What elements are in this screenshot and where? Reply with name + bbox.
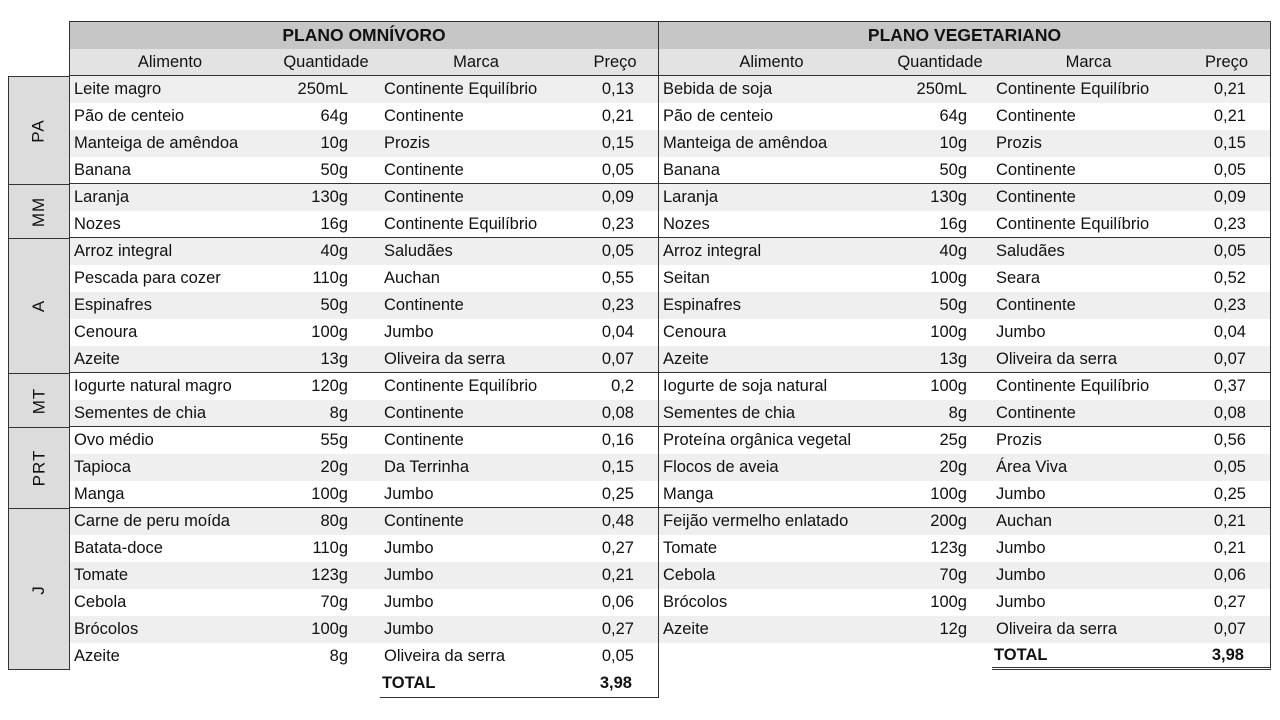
cell-price: 0,13 xyxy=(601,80,634,98)
meal-group-label-text: MT xyxy=(28,387,48,414)
cell-quantity: 20g xyxy=(320,458,348,476)
cell-food: Seitan xyxy=(663,269,710,287)
table-row xyxy=(70,589,658,616)
cell-quantity: 8g xyxy=(329,647,348,665)
omnivore-header-quantity: Quantidade xyxy=(283,52,369,71)
omnivore-total-value: 3,98 xyxy=(599,674,632,692)
meal-group-label xyxy=(9,374,69,428)
vegetarian-total-row xyxy=(992,643,1271,670)
cell-food: Nozes xyxy=(74,215,121,233)
table-row xyxy=(659,103,1270,130)
cell-food: Cenoura xyxy=(74,323,138,341)
group-divider xyxy=(659,372,1270,373)
cell-price: 0,07 xyxy=(1213,350,1246,368)
cell-brand: Prozis xyxy=(996,431,1042,449)
cell-price: 0,05 xyxy=(601,161,634,179)
cell-price: 0,05 xyxy=(601,242,634,260)
cell-brand: Jumbo xyxy=(384,593,434,611)
cell-quantity: 50g xyxy=(939,296,967,314)
cell-brand: Auchan xyxy=(996,512,1052,530)
cell-quantity: 70g xyxy=(939,566,967,584)
cell-quantity: 123g xyxy=(930,539,967,557)
table-row xyxy=(70,508,658,535)
table-row xyxy=(70,427,658,454)
cell-quantity: 100g xyxy=(930,485,967,503)
cell-quantity: 25g xyxy=(939,431,967,449)
table-row xyxy=(659,562,1270,589)
cell-price: 0,04 xyxy=(601,323,634,341)
cell-brand: Continente Equilíbrio xyxy=(384,377,538,395)
omnivore-header-price: Preço xyxy=(593,52,637,71)
cell-price: 0,52 xyxy=(1213,269,1246,287)
cell-price: 0,15 xyxy=(1213,134,1246,152)
cell-food: Sementes de chia xyxy=(74,404,207,422)
vegetarian-header-quantity: Quantidade xyxy=(897,52,983,71)
table-row xyxy=(659,373,1270,400)
table-row xyxy=(70,157,658,184)
cell-quantity: 16g xyxy=(939,215,967,233)
cell-brand: Continente xyxy=(384,296,464,314)
cell-brand: Jumbo xyxy=(384,620,434,638)
cell-brand: Continente xyxy=(384,512,464,530)
table-row xyxy=(70,130,658,157)
cell-food: Tomate xyxy=(663,539,718,557)
cell-brand: Continente Equilíbrio xyxy=(384,80,538,98)
omnivore-header-food: Alimento xyxy=(137,52,203,71)
vegetarian-title-text: PLANO VEGETARIANO xyxy=(867,25,1062,45)
cell-brand: Oliveira da serra xyxy=(996,350,1118,368)
cell-quantity: 200g xyxy=(930,512,967,530)
cell-price: 0,06 xyxy=(601,593,634,611)
cell-food: Nozes xyxy=(663,215,710,233)
cell-quantity: 8g xyxy=(948,404,967,422)
cell-food: Tapioca xyxy=(74,458,131,476)
cell-price: 0,25 xyxy=(601,485,634,503)
vegetarian-total-label: TOTAL xyxy=(994,645,1048,664)
cell-price: 0,55 xyxy=(601,269,634,287)
group-divider xyxy=(659,183,1270,184)
cell-food: Espinafres xyxy=(663,296,741,314)
cell-price: 0,21 xyxy=(601,566,634,584)
table-row xyxy=(659,346,1270,373)
cell-food: Laranja xyxy=(74,188,130,206)
group-divider xyxy=(659,507,1270,508)
meal-group-label-text: PRT xyxy=(28,449,48,487)
cell-brand: Continente xyxy=(384,161,464,179)
cell-brand: Jumbo xyxy=(996,485,1046,503)
cell-price: 0,25 xyxy=(1213,485,1246,503)
cell-food: Cebola xyxy=(663,566,716,584)
meal-group-label-column xyxy=(8,76,70,670)
group-divider xyxy=(659,426,1270,427)
cell-brand: Continente Equilíbrio xyxy=(996,80,1150,98)
cell-quantity: 55g xyxy=(320,431,348,449)
omnivore-table-body xyxy=(69,76,659,670)
cell-price: 0,56 xyxy=(1213,431,1246,449)
cell-food: Cebola xyxy=(74,593,127,611)
cell-price: 0,05 xyxy=(1213,458,1246,476)
cell-brand: Oliveira da serra xyxy=(996,620,1118,638)
cell-food: Banana xyxy=(74,161,131,179)
meal-group-label-text: J xyxy=(29,585,48,595)
table-row xyxy=(659,535,1270,562)
cell-brand: Continente Equilíbrio xyxy=(384,215,538,233)
cell-brand: Jumbo xyxy=(384,323,434,341)
table-row xyxy=(70,562,658,589)
cell-food: Manteiga de amêndoa xyxy=(74,134,239,152)
cell-quantity: 100g xyxy=(930,377,967,395)
cell-price: 0,23 xyxy=(1213,296,1246,314)
cell-food: Cenoura xyxy=(663,323,727,341)
cell-price: 0,27 xyxy=(1213,593,1246,611)
table-row xyxy=(70,481,658,508)
group-divider xyxy=(70,507,658,508)
cell-brand: Jumbo xyxy=(384,485,434,503)
cell-brand: Continente Equilíbrio xyxy=(996,377,1150,395)
table-row xyxy=(659,76,1270,103)
cell-quantity: 50g xyxy=(320,161,348,179)
cell-brand: Continente xyxy=(996,161,1076,179)
cell-brand: Continente xyxy=(996,107,1076,125)
cell-brand: Continente xyxy=(384,107,464,125)
cell-brand: Continente xyxy=(384,431,464,449)
table-row xyxy=(70,238,658,265)
table-row xyxy=(659,292,1270,319)
table-row xyxy=(70,319,658,346)
cell-food: Arroz integral xyxy=(663,242,762,260)
meal-group-label xyxy=(9,185,69,239)
table-row xyxy=(659,454,1270,481)
cell-quantity: 130g xyxy=(311,188,348,206)
table-row xyxy=(70,346,658,373)
cell-price: 0,15 xyxy=(601,458,634,476)
table-row xyxy=(70,211,658,238)
cell-food: Azeite xyxy=(74,350,120,368)
cell-food: Tomate xyxy=(74,566,129,584)
cell-price: 0,21 xyxy=(1213,80,1246,98)
cell-quantity: 120g xyxy=(311,377,348,395)
cell-food: Iogurte natural magro xyxy=(74,377,232,395)
cell-quantity: 50g xyxy=(939,161,967,179)
meal-group-label-text: A xyxy=(29,299,48,313)
cell-price: 0,2 xyxy=(611,377,634,395)
vegetarian-plan-title xyxy=(658,21,1271,50)
cell-food: Proteína orgânica vegetal xyxy=(663,431,852,449)
omnivore-total-row xyxy=(380,670,659,698)
table-row xyxy=(70,103,658,130)
vegetarian-header-row xyxy=(658,49,1271,76)
table-row xyxy=(659,319,1270,346)
meal-group-label xyxy=(9,428,69,509)
meal-group-label xyxy=(9,509,69,671)
cell-brand: Continente Equilíbrio xyxy=(996,215,1150,233)
cell-brand: Prozis xyxy=(384,134,430,152)
table-row xyxy=(70,616,658,643)
cell-brand: Continente xyxy=(996,404,1076,422)
cell-food: Flocos de aveia xyxy=(663,458,779,476)
cell-quantity: 130g xyxy=(930,188,967,206)
table-row xyxy=(70,184,658,211)
cell-price: 0,15 xyxy=(601,134,634,152)
omnivore-header-row xyxy=(69,49,659,76)
cell-brand: Auchan xyxy=(384,269,440,287)
cell-price: 0,04 xyxy=(1213,323,1246,341)
cell-price: 0,21 xyxy=(601,107,634,125)
cell-food: Arroz integral xyxy=(74,242,173,260)
cell-quantity: 80g xyxy=(320,512,348,530)
cell-quantity: 110g xyxy=(312,539,348,557)
cell-food: Ovo médio xyxy=(74,431,154,449)
cell-food: Bebida de soja xyxy=(663,80,773,98)
cell-brand: Jumbo xyxy=(996,539,1046,557)
cell-food: Manga xyxy=(663,485,714,503)
cell-quantity: 50g xyxy=(320,296,348,314)
cell-food: Iogurte de soja natural xyxy=(663,377,828,395)
cell-quantity: 123g xyxy=(311,566,348,584)
cell-brand: Da Terrinha xyxy=(384,458,469,476)
table-row xyxy=(70,643,658,670)
cell-brand: Jumbo xyxy=(996,593,1046,611)
table-row xyxy=(70,292,658,319)
meal-group-label xyxy=(9,77,69,185)
cell-food: Feijão vermelho enlatado xyxy=(663,512,849,530)
vegetarian-total-value: 3,98 xyxy=(1211,645,1244,664)
group-divider xyxy=(70,183,658,184)
cell-brand: Jumbo xyxy=(384,566,434,584)
meal-group-label-text: MM xyxy=(28,196,48,227)
cell-food: Manteiga de amêndoa xyxy=(663,134,828,152)
cell-quantity: 8g xyxy=(329,404,348,422)
cell-brand: Oliveira da serra xyxy=(384,647,506,665)
table-row xyxy=(659,265,1270,292)
cell-quantity: 100g xyxy=(930,323,967,341)
omnivore-title-text: PLANO OMNÍVORO xyxy=(282,25,446,45)
cell-quantity: 110g xyxy=(312,269,348,287)
cell-brand: Saludães xyxy=(996,242,1065,260)
cell-price: 0,09 xyxy=(601,188,634,206)
group-divider xyxy=(70,426,658,427)
cell-food: Laranja xyxy=(663,188,719,206)
cell-food: Azeite xyxy=(663,350,709,368)
cell-quantity: 250mL xyxy=(916,80,967,98)
vegetarian-header-price: Preço xyxy=(1204,52,1249,71)
cell-price: 0,48 xyxy=(601,512,634,530)
cell-food: Brócolos xyxy=(74,620,139,638)
table-row xyxy=(659,130,1270,157)
cell-quantity: 100g xyxy=(311,485,348,503)
cell-quantity: 20g xyxy=(939,458,967,476)
cell-brand: Seara xyxy=(996,269,1041,287)
cell-price: 0,21 xyxy=(1213,107,1246,125)
cell-price: 0,23 xyxy=(601,296,634,314)
cell-quantity: 100g xyxy=(930,269,967,287)
table-row xyxy=(659,400,1270,427)
cell-brand: Continente xyxy=(384,404,464,422)
cell-price: 0,07 xyxy=(601,350,634,368)
cell-price: 0,21 xyxy=(1213,512,1246,530)
table-row xyxy=(659,211,1270,238)
cell-price: 0,23 xyxy=(1213,215,1246,233)
cell-food: Carne de peru moída xyxy=(74,512,230,530)
cell-food: Pão de centeio xyxy=(74,107,185,125)
cell-quantity: 10g xyxy=(939,134,967,152)
cell-food: Leite magro xyxy=(74,80,162,98)
cell-brand: Prozis xyxy=(996,134,1042,152)
cell-quantity: 100g xyxy=(311,323,348,341)
vegetarian-table-body xyxy=(658,76,1271,643)
cell-food: Batata-doce xyxy=(74,539,163,557)
cell-price: 0,05 xyxy=(601,647,634,665)
cell-price: 0,08 xyxy=(1213,404,1246,422)
group-divider xyxy=(659,237,1270,238)
table-row xyxy=(70,535,658,562)
cell-price: 0,05 xyxy=(1213,161,1246,179)
table-row xyxy=(659,427,1270,454)
cell-food: Sementes de chia xyxy=(663,404,796,422)
cell-price: 0,23 xyxy=(601,215,634,233)
cell-quantity: 40g xyxy=(939,242,967,260)
cell-brand: Jumbo xyxy=(996,566,1046,584)
cell-quantity: 40g xyxy=(320,242,348,260)
cell-price: 0,09 xyxy=(1213,188,1246,206)
cell-price: 0,07 xyxy=(1213,620,1246,638)
table-row xyxy=(659,238,1270,265)
cell-quantity: 250mL xyxy=(297,80,348,98)
cell-food: Pescada para cozer xyxy=(74,269,221,287)
cell-brand: Oliveira da serra xyxy=(384,350,506,368)
cell-price: 0,37 xyxy=(1213,377,1246,395)
cell-food: Banana xyxy=(663,161,720,179)
group-divider xyxy=(70,372,658,373)
cell-food: Azeite xyxy=(74,647,120,665)
cell-food: Espinafres xyxy=(74,296,152,314)
vegetarian-header-food: Alimento xyxy=(739,52,804,71)
cell-brand: Jumbo xyxy=(384,539,434,557)
cell-quantity: 13g xyxy=(320,350,348,368)
cell-quantity: 100g xyxy=(930,593,967,611)
cell-brand: Área Viva xyxy=(996,458,1068,476)
omnivore-header-brand: Marca xyxy=(453,52,499,71)
cell-brand: Continente xyxy=(996,296,1076,314)
cell-quantity: 10g xyxy=(320,134,348,152)
table-row xyxy=(659,184,1270,211)
cell-quantity: 100g xyxy=(311,620,348,638)
cell-brand: Saludães xyxy=(384,242,453,260)
cell-quantity: 16g xyxy=(320,215,348,233)
table-row xyxy=(70,265,658,292)
cell-price: 0,08 xyxy=(601,404,634,422)
cell-brand: Continente xyxy=(996,188,1076,206)
cell-price: 0,27 xyxy=(601,539,634,557)
table-row xyxy=(70,373,658,400)
cell-brand: Continente xyxy=(384,188,464,206)
table-row xyxy=(659,481,1270,508)
cell-quantity: 13g xyxy=(939,350,967,368)
cell-quantity: 64g xyxy=(939,107,967,125)
cell-food: Pão de centeio xyxy=(663,107,774,125)
table-row xyxy=(70,454,658,481)
meal-group-label-text: PA xyxy=(28,118,48,143)
cell-price: 0,05 xyxy=(1213,242,1246,260)
cell-price: 0,06 xyxy=(1213,566,1246,584)
omnivore-total-label: TOTAL xyxy=(382,674,436,692)
cell-price: 0,27 xyxy=(601,620,634,638)
cell-food: Manga xyxy=(74,485,125,503)
group-divider xyxy=(70,237,658,238)
table-row xyxy=(659,616,1270,643)
cell-price: 0,16 xyxy=(601,431,634,449)
cell-brand: Jumbo xyxy=(996,323,1046,341)
cell-food: Brócolos xyxy=(663,593,728,611)
table-row xyxy=(70,400,658,427)
table-row xyxy=(659,157,1270,184)
cell-quantity: 12g xyxy=(939,620,967,638)
table-row xyxy=(70,76,658,103)
table-row xyxy=(659,508,1270,535)
cell-food: Azeite xyxy=(663,620,709,638)
cell-quantity: 70g xyxy=(320,593,348,611)
cell-price: 0,21 xyxy=(1213,539,1246,557)
vegetarian-header-brand: Marca xyxy=(1065,52,1112,71)
meal-group-label xyxy=(9,239,69,374)
omnivore-plan-title xyxy=(69,21,659,50)
table-row xyxy=(659,589,1270,616)
cell-quantity: 64g xyxy=(320,107,348,125)
